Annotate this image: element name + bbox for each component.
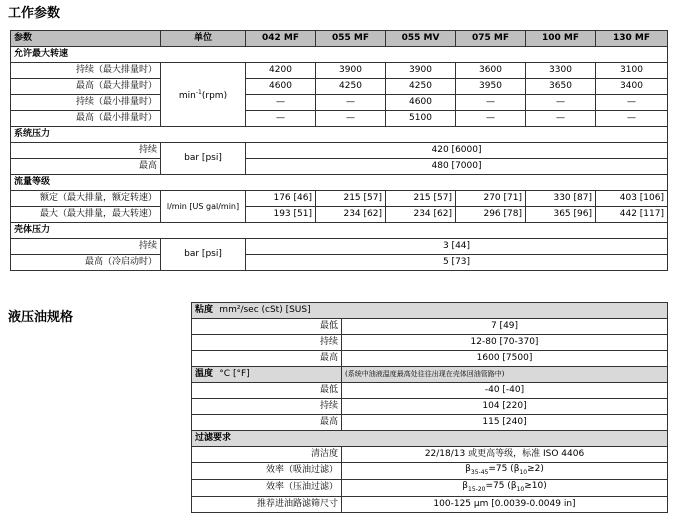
row-label: 最高 [192,415,342,431]
row-label: 效率（压油过滤） [192,479,342,496]
table-row [11,95,668,111]
header-param: 参数 [11,31,161,47]
cell: 234 [62] [316,207,386,223]
fluid-spec-table [191,302,668,513]
header-055mv: 055 MV [386,31,456,47]
row-label: 额定（最大排量，额定转速） [11,191,161,207]
cell: 22/18/13 或更高等级，标准 ISO 4406 [342,447,668,463]
cell: 330 [87] [526,191,596,207]
cell: — [246,111,316,127]
cell: — [246,95,316,111]
header-075mf: 075 MF [456,31,526,47]
cell: — [316,95,386,111]
viscosity-title: 粘度 [195,305,214,315]
row-label: 效率（吸油过滤） [192,463,342,480]
cell: — [596,95,668,111]
cell: 403 [106] [596,191,668,207]
cell: 7 [49] [342,319,668,335]
beta-subscript: 10 [519,468,528,476]
table-row [192,463,668,480]
table-row [11,191,668,207]
table-row [192,383,668,399]
cell: 480 [7000] [246,159,668,175]
cell: 104 [220] [342,399,668,415]
cell: — [526,95,596,111]
cell: 3600 [456,63,526,79]
operating-parameters-table [10,30,668,271]
table-row [11,143,668,159]
row-label: 最高 [11,159,161,175]
cell: 5100 [386,111,456,127]
header-130mf: 130 MF [596,31,668,47]
row-label: 最高（最大排量时） [11,79,161,95]
pressure-unit: bar [psi] [161,143,246,175]
header-unit: 单位 [161,31,246,47]
speed-unit: $\min^{-1}(rpm)$ [161,63,246,127]
row-label: 最高（最小排量时） [11,111,161,127]
beta-subscript: 15-20 [468,485,486,493]
cell: 270 [71] [456,191,526,207]
temperature-title: 温度 [195,369,214,379]
cell: — [316,111,386,127]
temperature-unit: °C [°F] [219,369,250,379]
cell: 3100 [596,63,668,79]
cell: =75 (β [485,480,517,491]
fluid-spec-title: 液压油规格 [8,310,74,325]
beta-subscript: 35-45 [470,468,489,476]
header-100mf: 100 MF [526,31,596,47]
cell: 5 [73] [246,255,668,271]
beta-subscript: 10 [516,485,525,493]
table-row [11,159,668,175]
cell: — [456,95,526,111]
cell: 3900 [386,63,456,79]
row-label: 清洁度 [192,447,342,463]
cell: ≥10) [524,480,547,491]
row-label: 最低 [192,319,342,335]
cell: 4600 [246,79,316,95]
cell: 100-125 μm [0.0039-0.0049 in] [342,496,668,512]
flow-unit: l/min [US gal/min] [161,191,246,223]
table-row [11,239,668,255]
table-row [11,207,668,223]
row-label: 持续 [192,399,342,415]
row-label: 最大（最大排量，最大转速） [11,207,161,223]
cell: 3 [44] [246,239,668,255]
case-unit: bar [psi] [161,239,246,271]
cell: 365 [96] [526,207,596,223]
table-row [11,111,668,127]
row-label: 持续 [192,335,342,351]
row-label: 推荐进油路滤筛尺寸 [192,496,342,512]
row-label: 最低 [192,383,342,399]
cell: ≥2) [527,464,544,474]
cell: 3950 [456,79,526,95]
cell: 3900 [316,63,386,79]
suction-efficiency: $\beta_{35-45}=75$ $(\beta_{10}\ge 2)$ [342,463,668,480]
cell: 215 [57] [316,191,386,207]
filtration-header: 过滤要求 [192,431,668,447]
cell: — [456,111,526,127]
section-case-title: 壳体压力 [11,223,668,239]
table-row [192,479,668,496]
cell: 215 [57] [386,191,456,207]
temperature-header [192,367,342,383]
row-label: 持续（最大排量时） [11,63,161,79]
cell: -40 [-40] [342,383,668,399]
header-055mf: 055 MF [316,31,386,47]
cell: — [526,111,596,127]
section-speed-title: 允许最大转速 [11,47,668,63]
section-flow-title: 流量等级 [11,175,668,191]
cell: =75 (β [488,464,520,474]
row-label: 最高 [192,351,342,367]
header-row [11,31,668,47]
cell: 4250 [386,79,456,95]
row-label: 持续 [11,143,161,159]
header-042mf: 042 MF [246,31,316,47]
cell: 234 [62] [386,207,456,223]
operating-parameters-title: 工作参数 [8,6,61,21]
cell: 4600 [386,95,456,111]
row-label: 持续（最小排量时） [11,95,161,111]
table-row [192,335,668,351]
table-row [192,496,668,512]
row-label: 持续 [11,239,161,255]
cell: 420 [6000] [246,143,668,159]
pressure-efficiency: $\beta_{15-20}=75$ $(\beta_{10}\ge 10)$ [342,479,668,496]
viscosity-unit: mm²/sec (cSt) [SUS] [219,305,311,315]
viscosity-header [192,303,668,319]
table-row [192,447,668,463]
table-row [192,319,668,335]
row-label: 最高（冷启动时） [11,255,161,271]
cell: 193 [51] [246,207,316,223]
table-row [192,351,668,367]
table-row [11,255,668,271]
temperature-note: (系统中油液温度最高处往往出现在壳体回油管路中) [342,367,668,383]
cell: 296 [78] [456,207,526,223]
cell: 442 [117] [596,207,668,223]
cell: 12-80 [70-370] [342,335,668,351]
cell: — [596,111,668,127]
cell: 4250 [316,79,386,95]
table-row [11,79,668,95]
cell: 3300 [526,63,596,79]
cell: 115 [240] [342,415,668,431]
table-row [192,399,668,415]
cell: 4200 [246,63,316,79]
cell: 1600 [7500] [342,351,668,367]
table-row [192,415,668,431]
cell: 3400 [596,79,668,95]
cell: 176 [46] [246,191,316,207]
table-row [11,63,668,79]
section-pressure-title: 系统压力 [11,127,668,143]
cell: 3650 [526,79,596,95]
